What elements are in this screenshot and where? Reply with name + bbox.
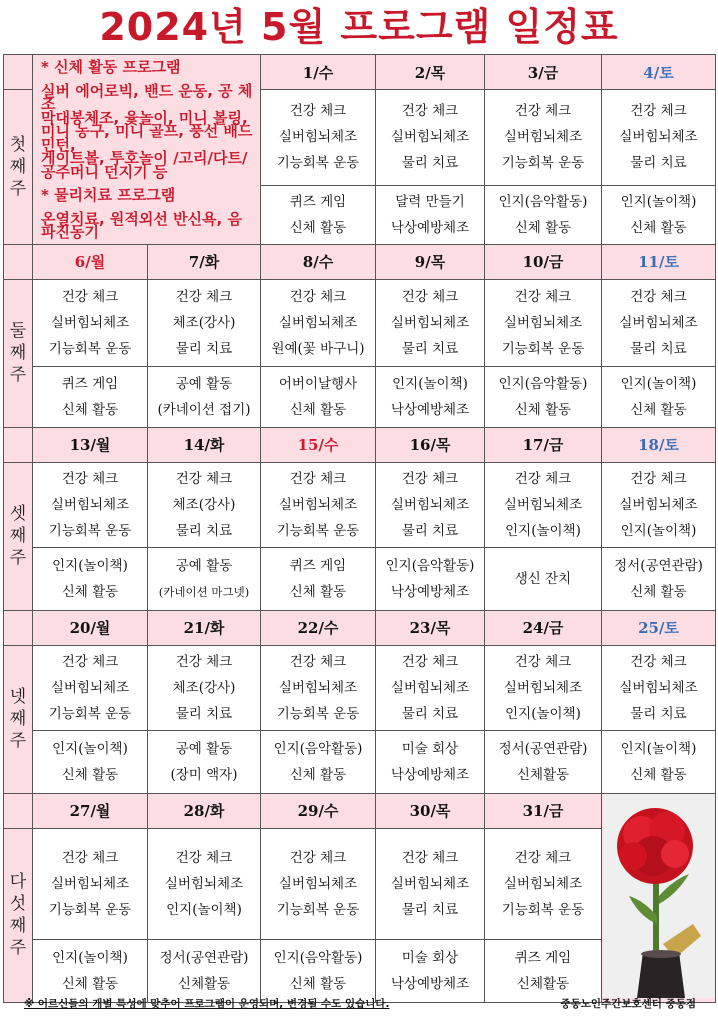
day-main-activities <box>485 828 602 939</box>
activity-item: 신체 활동 <box>61 401 119 418</box>
day-main-activities <box>33 828 148 939</box>
day-extra-activities <box>33 547 148 610</box>
activity-item: 실버힘뇌체조 <box>164 875 244 892</box>
day-date: 18/토 <box>602 427 716 462</box>
activity-item: 기능회복 운동 <box>501 340 585 357</box>
week-header-row <box>4 427 716 462</box>
activity-item: 기능회복 운동 <box>276 155 360 172</box>
activity-item: 실버힘뇌체조 <box>278 314 358 331</box>
activity-item: 실버힘뇌체조 <box>503 679 583 696</box>
day-date: 1/수 <box>261 55 376 90</box>
activity-item: 실버힘뇌체조 <box>503 496 583 513</box>
activity-item: 기능회복 운동 <box>501 901 585 918</box>
activity-item: 실버힘뇌체조 <box>50 679 130 696</box>
activity-item: 공예 활동 <box>175 557 233 574</box>
activity-item: 인지(놀이책) <box>166 901 242 918</box>
activity-item: 신체 활동 <box>61 766 119 783</box>
day-date: 8/수 <box>261 244 376 279</box>
week-top-row <box>4 279 716 366</box>
activity-item: 건강 체크 <box>401 470 459 487</box>
activity-item: 물리 치료 <box>630 155 687 172</box>
activity-item: 신체활동 <box>516 766 570 783</box>
activity-item: 공예 활동 <box>175 375 233 392</box>
activity-item: 실버힘뇌체조 <box>619 496 698 513</box>
day-extra-activities <box>602 366 716 427</box>
day-main-activities <box>602 279 716 366</box>
day-date: 4/토 <box>602 55 716 90</box>
activity-item: 체조(강사) <box>172 314 236 331</box>
day-extra-activities <box>485 185 602 244</box>
program-info <box>33 55 261 245</box>
activity-item: 실버힘뇌체조 <box>390 875 470 892</box>
activity-item: 건강 체크 <box>630 288 687 305</box>
activity-item: 실버힘뇌체조 <box>390 679 470 696</box>
activity-item: 실버힘뇌체조 <box>390 129 470 146</box>
day-extra-activities <box>376 730 485 793</box>
day-main-activities <box>261 279 376 366</box>
week-label: 둘 째 주 <box>4 279 33 427</box>
activity-item: 건강 체크 <box>514 653 572 670</box>
physical-program-item: 막대봉체조, 윷놀이, 미니 볼링, <box>41 108 248 127</box>
day-main-activities <box>376 645 485 730</box>
day-extra-activities <box>148 939 261 1002</box>
day-extra-activities <box>148 366 261 427</box>
activity-item: 실버힘뇌체조 <box>619 679 698 696</box>
activity-item: 물리 치료 <box>630 340 687 357</box>
day-extra-activities <box>376 185 485 244</box>
activity-item: 기능회복 운동 <box>276 901 360 918</box>
day-date: 9/목 <box>376 244 485 279</box>
activity-item: 낙상예방체조 <box>390 766 470 783</box>
activity-item: 인지(음악활동) <box>273 740 363 757</box>
activity-item: 실버힘뇌체조 <box>278 875 358 892</box>
blank-cell <box>4 55 33 90</box>
week-label: 첫 째 주 <box>4 90 33 245</box>
day-date: 17/금 <box>485 427 602 462</box>
activity-item: 건강 체크 <box>514 103 572 120</box>
activity-item: 건강 체크 <box>289 103 347 120</box>
activity-item: 건강 체크 <box>289 470 347 487</box>
blank-cell <box>4 244 33 279</box>
week-header-row <box>4 244 716 279</box>
day-extra-activities <box>485 547 602 610</box>
activity-item: 신체 활동 <box>630 583 687 600</box>
week-header-row <box>4 610 716 645</box>
activity-item: 생신 잔치 <box>514 570 572 587</box>
day-date: 6/월 <box>33 244 148 279</box>
activity-item: 물리 치료 <box>175 705 233 722</box>
activity-item: 신체 활동 <box>514 401 572 418</box>
activity-item: (카네이션 마그넷) <box>158 584 250 599</box>
activity-item: 기능회복 운동 <box>48 705 132 722</box>
day-main-activities <box>261 645 376 730</box>
day-main-activities <box>376 279 485 366</box>
day-main-activities <box>33 645 148 730</box>
activity-item: 정서(공연관람) <box>614 557 703 574</box>
activity-item: 건강 체크 <box>289 849 347 866</box>
week-bottom-row <box>4 366 716 427</box>
day-extra-activities <box>261 547 376 610</box>
activity-item: 인지(놀이책) <box>620 522 697 539</box>
day-main-activities <box>376 828 485 939</box>
day-date: 31/금 <box>485 793 602 828</box>
physical-program-item: 게이트볼, 투호놀이 /고리/다트/ <box>41 149 248 167</box>
day-date: 27/월 <box>33 793 148 828</box>
day-main-activities <box>261 828 376 939</box>
activity-item: 어버이날행사 <box>278 375 358 392</box>
activity-item: 인지(음악활동) <box>498 193 588 210</box>
activity-item: 신체 활동 <box>61 975 119 992</box>
day-date: 23/목 <box>376 610 485 645</box>
activity-item: 신체 활동 <box>289 219 347 236</box>
activity-item: 퀴즈 게임 <box>289 193 347 210</box>
day-extra-activities <box>33 730 148 793</box>
week-top-row <box>4 645 716 730</box>
day-main-activities <box>602 462 716 547</box>
day-extra-activities <box>148 547 261 610</box>
activity-item: 건강 체크 <box>175 470 233 487</box>
footer-center-name: 중동노인주간보호센터 중동점 <box>560 998 696 1010</box>
activity-item: 신체활동 <box>177 975 231 992</box>
day-extra-activities <box>33 366 148 427</box>
blank-cell <box>4 610 33 645</box>
activity-item: 인지(놀이책) <box>620 193 697 210</box>
day-date: 22/수 <box>261 610 376 645</box>
week-top-row <box>4 462 716 547</box>
activity-item: 공예 활동 <box>175 740 233 757</box>
day-date: 14/화 <box>148 427 261 462</box>
activity-item: 인지(놀이책) <box>620 740 697 757</box>
physical-program-item: 공주머니 던지기 등 <box>41 162 168 181</box>
activity-item: 기능회복 운동 <box>501 155 585 172</box>
activity-item: 실버힘뇌체조 <box>50 496 130 513</box>
day-main-activities <box>148 279 261 366</box>
activity-item: 인지(음악활동) <box>498 375 588 392</box>
activity-item: 인지(놀이책) <box>392 375 468 392</box>
day-extra-activities <box>33 939 148 1002</box>
activity-item: 실버힘뇌체조 <box>278 496 358 513</box>
activity-item: 신체활동 <box>516 975 570 992</box>
activity-item: 퀴즈 게임 <box>289 557 347 574</box>
physical-program-item: 미니 농구, 미니 골프, 풍선 배드민턴, <box>41 122 253 154</box>
blank-cell <box>4 427 33 462</box>
day-main-activities <box>148 462 261 547</box>
day-main-activities <box>376 462 485 547</box>
activity-item: 신체 활동 <box>630 401 687 418</box>
activity-item: 신체 활동 <box>630 219 687 236</box>
activity-item: (장미 액자) <box>170 766 238 783</box>
day-main-activities <box>485 645 602 730</box>
day-main-activities <box>261 462 376 547</box>
activity-item: 실버힘뇌체조 <box>619 129 698 146</box>
day-date: 21/화 <box>148 610 261 645</box>
day-date: 16/목 <box>376 427 485 462</box>
day-extra-activities <box>376 939 485 1002</box>
day-main-activities <box>148 645 261 730</box>
day-main-activities <box>33 462 148 547</box>
activity-item: 달력 만들기 <box>395 193 465 210</box>
activity-item: 실버힘뇌체조 <box>503 314 583 331</box>
day-date: 3/금 <box>485 55 602 90</box>
activity-item: 신체 활동 <box>630 766 687 783</box>
activity-item: 신체 활동 <box>289 401 347 418</box>
activity-item: 낙상예방체조 <box>390 583 470 600</box>
day-date: 29/수 <box>261 793 376 828</box>
activity-item: 신체 활동 <box>289 766 347 783</box>
activity-item: 건강 체크 <box>175 288 233 305</box>
activity-item: 건강 체크 <box>289 288 347 305</box>
day-extra-activities <box>376 366 485 427</box>
physical-program-item: 실버 에어로빅, 밴드 운동, 공 체조 <box>41 81 253 113</box>
activity-item: 건강 체크 <box>401 288 459 305</box>
activity-item: 미술 회상 <box>401 740 459 757</box>
activity-item: 물리 치료 <box>401 705 459 722</box>
week-header-row <box>4 793 716 828</box>
activity-item: 물리 치료 <box>401 340 459 357</box>
activity-item: 건강 체크 <box>401 103 459 120</box>
activity-item: 신체 활동 <box>289 975 347 992</box>
day-date: 10/금 <box>485 244 602 279</box>
activity-item: 정서(공연관람) <box>498 740 588 757</box>
day-date: 15/수 <box>261 427 376 462</box>
activity-item: 체조(강사) <box>172 679 236 696</box>
day-date: 28/화 <box>148 793 261 828</box>
carnation-flower-icon <box>602 793 716 1002</box>
activity-item: 건강 체크 <box>514 470 572 487</box>
week-bottom-row <box>4 730 716 793</box>
activity-item: 건강 체크 <box>401 653 459 670</box>
day-main-activities <box>33 279 148 366</box>
day-extra-activities <box>485 730 602 793</box>
activity-item: 실버힘뇌체조 <box>390 314 470 331</box>
activity-item: 건강 체크 <box>514 288 572 305</box>
day-date: 11/토 <box>602 244 716 279</box>
day-date: 30/목 <box>376 793 485 828</box>
activity-item: 낙상예방체조 <box>390 401 470 418</box>
activity-item: 실버힘뇌체조 <box>50 875 130 892</box>
day-extra-activities <box>261 730 376 793</box>
activity-item: 인지(놀이책) <box>52 949 128 966</box>
activity-item: 기능회복 운동 <box>276 705 360 722</box>
activity-item: 인지(놀이책) <box>620 375 697 392</box>
day-extra-activities <box>376 547 485 610</box>
day-extra-activities <box>485 939 602 1002</box>
day-extra-activities <box>602 547 716 610</box>
activity-item: 물리 치료 <box>175 340 233 357</box>
day-main-activities <box>602 90 716 186</box>
activity-item: 인지(음악활동) <box>385 557 475 574</box>
activity-item: 건강 체크 <box>61 653 119 670</box>
day-extra-activities <box>261 185 376 244</box>
activity-item: 신체 활동 <box>514 219 572 236</box>
activity-item: 미술 회상 <box>401 949 459 966</box>
day-extra-activities <box>261 939 376 1002</box>
day-main-activities <box>485 462 602 547</box>
activity-item: 실버힘뇌체조 <box>278 129 358 146</box>
activity-item: 체조(강사) <box>172 496 236 513</box>
activity-item: 건강 체크 <box>630 470 687 487</box>
week-label: 다 섯 째 주 <box>4 828 33 1002</box>
activity-item: 물리 치료 <box>175 522 233 539</box>
activity-item: 건강 체크 <box>514 849 572 866</box>
week-header-row <box>4 55 716 90</box>
activity-item: 기능회복 운동 <box>48 901 132 918</box>
activity-item: 낙상예방체조 <box>390 975 470 992</box>
physical-program-heading: * 신체 활동 프로그램 <box>41 58 181 76</box>
day-date: 24/금 <box>485 610 602 645</box>
activity-item: 원예(꽃 바구니) <box>271 340 365 357</box>
day-date: 2/목 <box>376 55 485 90</box>
day-date: 20/월 <box>33 610 148 645</box>
activity-item: 건강 체크 <box>630 103 687 120</box>
day-main-activities <box>485 279 602 366</box>
day-extra-activities <box>261 366 376 427</box>
activity-item: 인지(놀이책) <box>505 522 581 539</box>
activity-item: 건강 체크 <box>61 470 119 487</box>
week-bottom-row <box>4 547 716 610</box>
activity-item: 실버힘뇌체조 <box>390 496 470 513</box>
activity-item: 퀴즈 게임 <box>514 949 572 966</box>
activity-item: 건강 체크 <box>61 288 119 305</box>
therapy-program-item: 온열치료, 원적외선 반신욕, 음파진동기 <box>41 209 242 241</box>
day-extra-activities <box>485 366 602 427</box>
activity-item: 건강 체크 <box>630 653 687 670</box>
activity-item: 건강 체크 <box>289 653 347 670</box>
activity-item: 실버힘뇌체조 <box>619 314 698 331</box>
activity-item: (카네이션 접기) <box>157 401 251 418</box>
day-extra-activities <box>148 730 261 793</box>
activity-item: 실버힘뇌체조 <box>503 129 583 146</box>
day-main-activities <box>602 645 716 730</box>
activity-item: 기능회복 운동 <box>48 522 132 539</box>
activity-item: 인지(놀이책) <box>505 705 581 722</box>
day-date: 25/토 <box>602 610 716 645</box>
activity-item: 인지(음악활동) <box>273 949 363 966</box>
activity-item: 물리 치료 <box>401 901 459 918</box>
day-extra-activities <box>602 730 716 793</box>
blank-cell <box>4 793 33 828</box>
day-date: 7/화 <box>148 244 261 279</box>
day-main-activities <box>261 90 376 186</box>
activity-item: 건강 체크 <box>175 849 233 866</box>
activity-item: 낙상예방체조 <box>390 219 470 236</box>
day-main-activities <box>148 828 261 939</box>
activity-item: 퀴즈 게임 <box>61 375 119 392</box>
activity-item: 실버힘뇌체조 <box>503 875 583 892</box>
activity-item: 물리 치료 <box>401 155 459 172</box>
activity-item: 신체 활동 <box>289 583 347 600</box>
day-main-activities <box>485 90 602 186</box>
activity-item: 물리 치료 <box>630 705 687 722</box>
page-title: 2024년 5월 프로그램 일정표 <box>99 5 619 49</box>
activity-item: 정서(공연관람) <box>159 949 249 966</box>
activity-item: 물리 치료 <box>401 522 459 539</box>
week-label: 넷 째 주 <box>4 645 33 793</box>
day-main-activities <box>376 90 485 186</box>
activity-item: 건강 체크 <box>401 849 459 866</box>
activity-item: 인지(놀이책) <box>52 557 128 574</box>
footer-note: ※ 어르신들의 개별 특성에 맞추어 프로그램이 운영되며, 변경될 수도 있습니다. <box>24 998 390 1010</box>
activity-item: 건강 체크 <box>175 653 233 670</box>
day-date: 13/월 <box>33 427 148 462</box>
schedule-table <box>3 54 716 1003</box>
activity-item: 신체 활동 <box>61 583 119 600</box>
activity-item: 기능회복 운동 <box>276 522 360 539</box>
activity-item: 실버힘뇌체조 <box>50 314 130 331</box>
activity-item: 실버힘뇌체조 <box>278 679 358 696</box>
week-label: 셋 째 주 <box>4 462 33 610</box>
activity-item: 기능회복 운동 <box>48 340 132 357</box>
therapy-program-heading: * 물리치료 프로그램 <box>41 186 176 204</box>
activity-item: 건강 체크 <box>61 849 119 866</box>
day-extra-activities <box>602 185 716 244</box>
activity-item: 인지(놀이책) <box>52 740 128 757</box>
